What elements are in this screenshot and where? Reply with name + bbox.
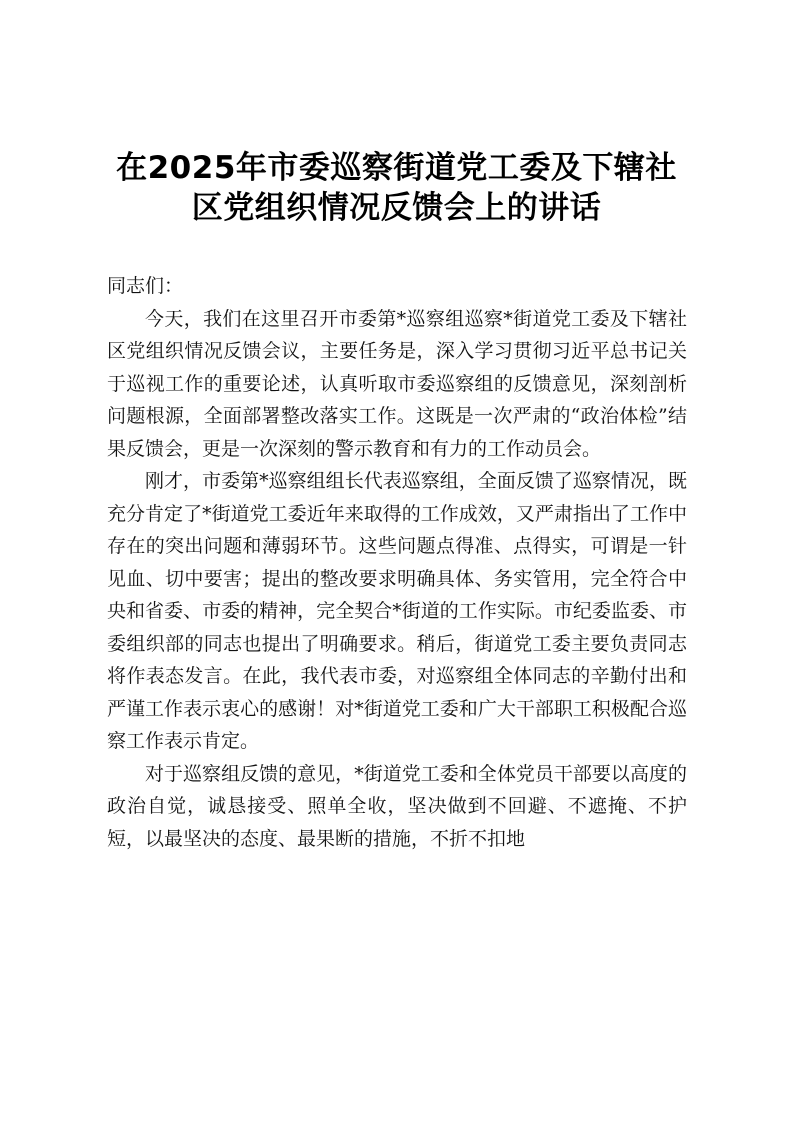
title-line-1: 在2025年市委巡察街道党工委及下辖社 bbox=[116, 150, 677, 186]
paragraph-opening: 今天，我们在这里召开市委第*巡察组巡察*街道党工委及下辖社区党组织情况反馈会议，主要任务是，深入学习贯彻习近平总书记关于巡视工作的重要论述，认真听取市委巡察组的反馈意见，深刻剖析问题根源，全面部署整改落实工作。这既是一次严肃的“政治体检”结果反馈会，更是一次深刻的警示教育和有力的工作动员会。 bbox=[107, 307, 687, 460]
document-body bbox=[107, 270, 687, 855]
salutation: 同志们： bbox=[107, 275, 184, 297]
title-line-2: 区党组织情况反馈会上的讲话 bbox=[191, 190, 602, 226]
document-title bbox=[90, 148, 703, 228]
paragraph-feedback: 刚才，市委第*巡察组组长代表巡察组，全面反馈了巡察情况，既充分肯定了*街道党工委近年来取得的工作成效，又严肃指出了工作中存在的突出问题和薄弱环节。这些问题点得准、点得实，可谓是一针见血、切中要害；提出的整改要求明确具体、务实管用，完全符合中央和省委、市委的精神，完全契合*街道的工作实际。市纪委监委、市委组织部的同志也提出了明确要求。稍后，街道党工委主要负责同志将作表态发言。在此，我代表市委，对巡察组全体同志的辛勤付出和严谨工作表示衷心的感谢！对*街道党工委和广大干部职工积极配合巡察工作表示肯定。 bbox=[107, 470, 687, 752]
paragraph-rectification: 对于巡察组反馈的意见，*街道党工委和全体党员干部要以高度的政治自觉，诚恳接受、照单全收，坚决做到不回避、不遮掩、不护短，以最坚决的态度、最果断的措施，不折不扣地 bbox=[107, 762, 687, 850]
